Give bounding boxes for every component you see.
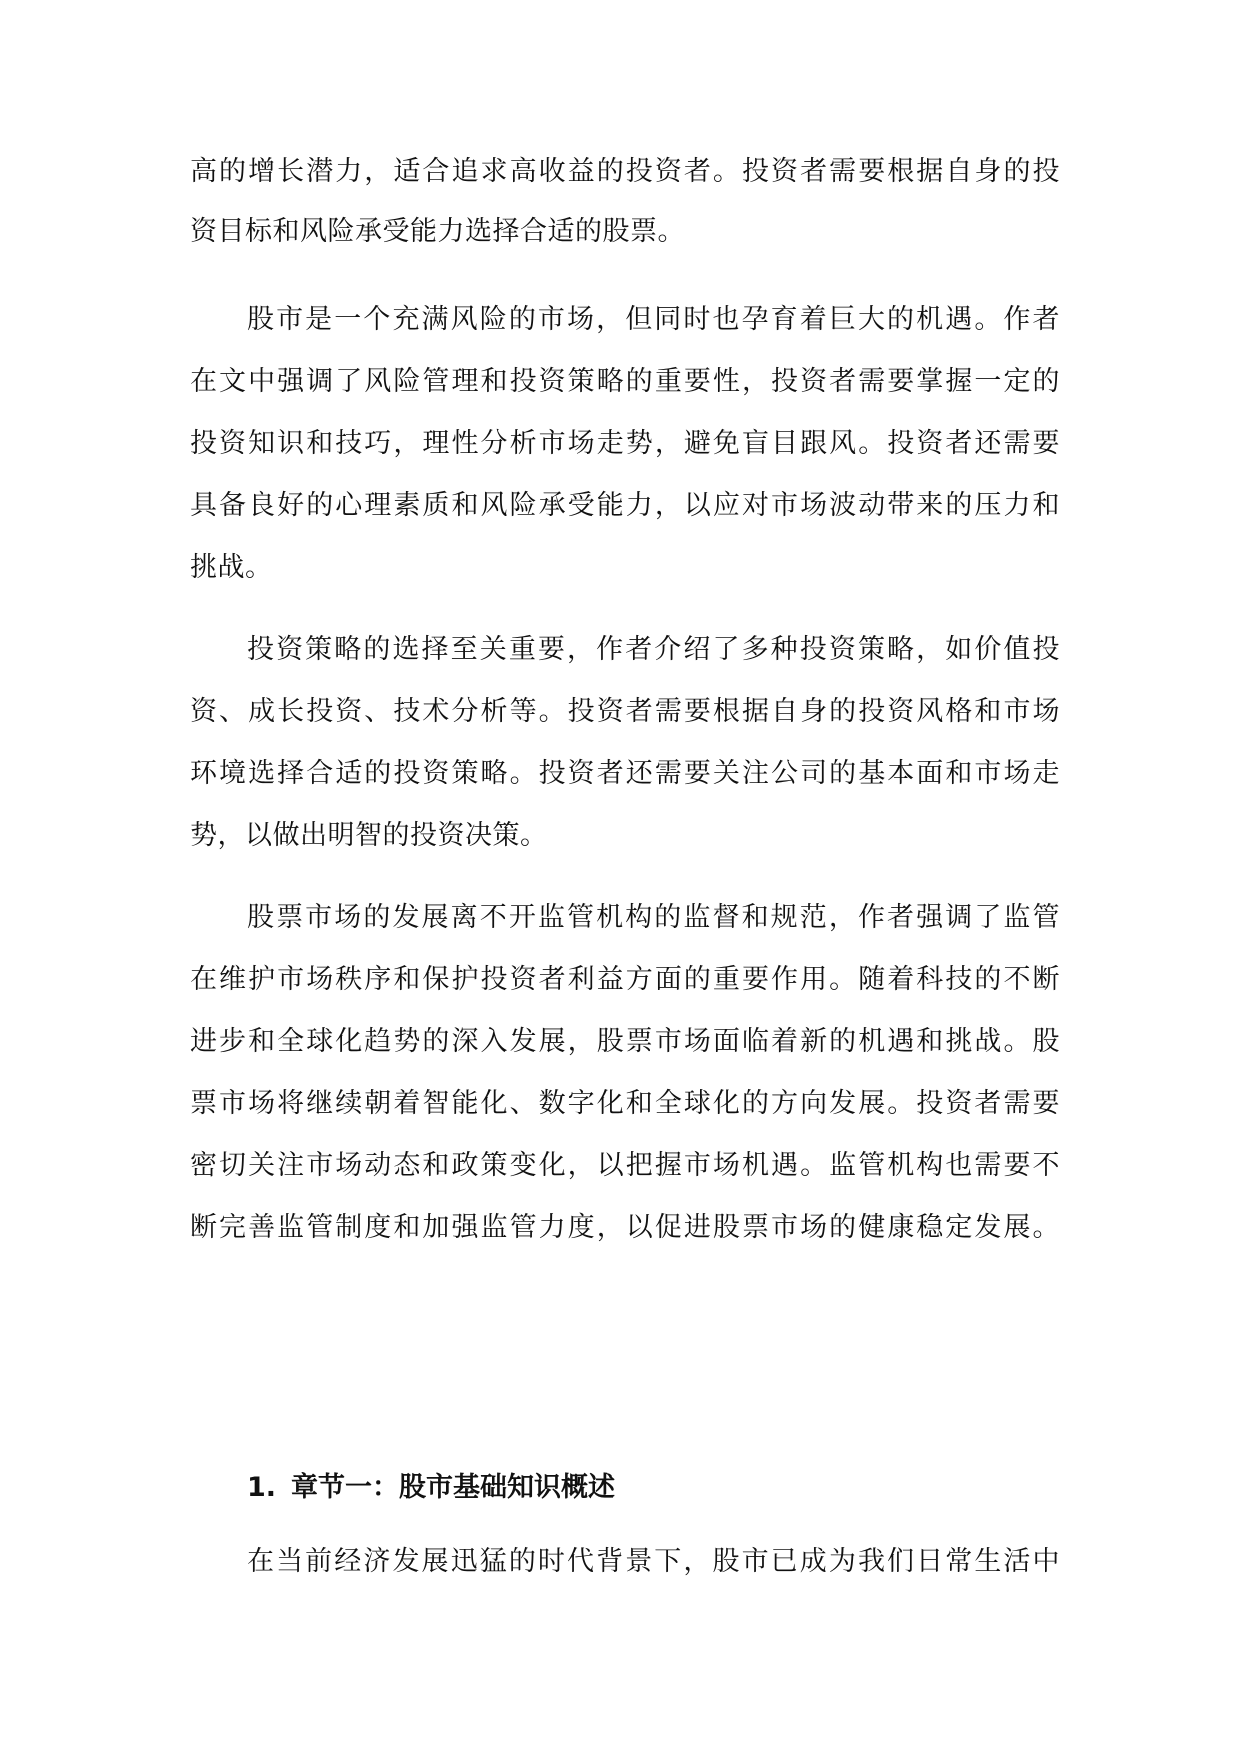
section-heading [247, 1468, 615, 1508]
paragraph-line: 资目标和风险承受能力选择合适的股票。 [190, 216, 685, 247]
paragraph-line: 进步和全球化趋势的深入发展，股票市场面临着新的机遇和挑战。股 [190, 1026, 1060, 1057]
paragraph-line: 高的增长潜力，适合追求高收益的投资者。投资者需要根据自身的投 [190, 156, 1060, 187]
section-number: 1. [247, 1472, 277, 1503]
paragraph-line: 势，以做出明智的投资决策。 [190, 820, 548, 851]
paragraph-line: 投资策略的选择至关重要，作者介绍了多种投资策略，如价值投 [247, 634, 1060, 665]
paragraph-line: 股市是一个充满风险的市场，但同时也孕育着巨大的机遇。作者 [247, 304, 1060, 335]
paragraph-line: 票市场将继续朝着智能化、数字化和全球化的方向发展。投资者需要 [190, 1088, 1060, 1119]
paragraph-line: 在维护市场秩序和保护投资者利益方面的重要作用。随着科技的不断 [190, 964, 1060, 995]
paragraph-line: 投资知识和技巧，理性分析市场走势，避免盲目跟风。投资者还需要 [190, 428, 1060, 459]
paragraph-line: 断完善监管制度和加强监管力度，以促进股票市场的健康稳定发展。 [190, 1212, 1060, 1243]
paragraph-line: 股票市场的发展离不开监管机构的监督和规范，作者强调了监管 [247, 902, 1060, 933]
paragraph-line: 环境选择合适的投资策略。投资者还需要关注公司的基本面和市场走 [190, 758, 1060, 789]
paragraph-line: 资、成长投资、技术分析等。投资者需要根据自身的投资风格和市场 [190, 696, 1060, 727]
paragraph-line: 具备良好的心理素质和风险承受能力，以应对市场波动带来的压力和 [190, 490, 1060, 521]
paragraph-line: 密切关注市场动态和政策变化，以把握市场机遇。监管机构也需要不 [190, 1150, 1060, 1181]
paragraph-line: 挑战。 [190, 552, 273, 583]
section-title: 章节一：股市基础知识概述 [291, 1472, 615, 1503]
paragraph-line: 在文中强调了风险管理和投资策略的重要性，投资者需要掌握一定的 [190, 366, 1060, 397]
paragraph-line: 在当前经济发展迅猛的时代背景下，股市已成为我们日常生活中 [247, 1546, 1060, 1577]
